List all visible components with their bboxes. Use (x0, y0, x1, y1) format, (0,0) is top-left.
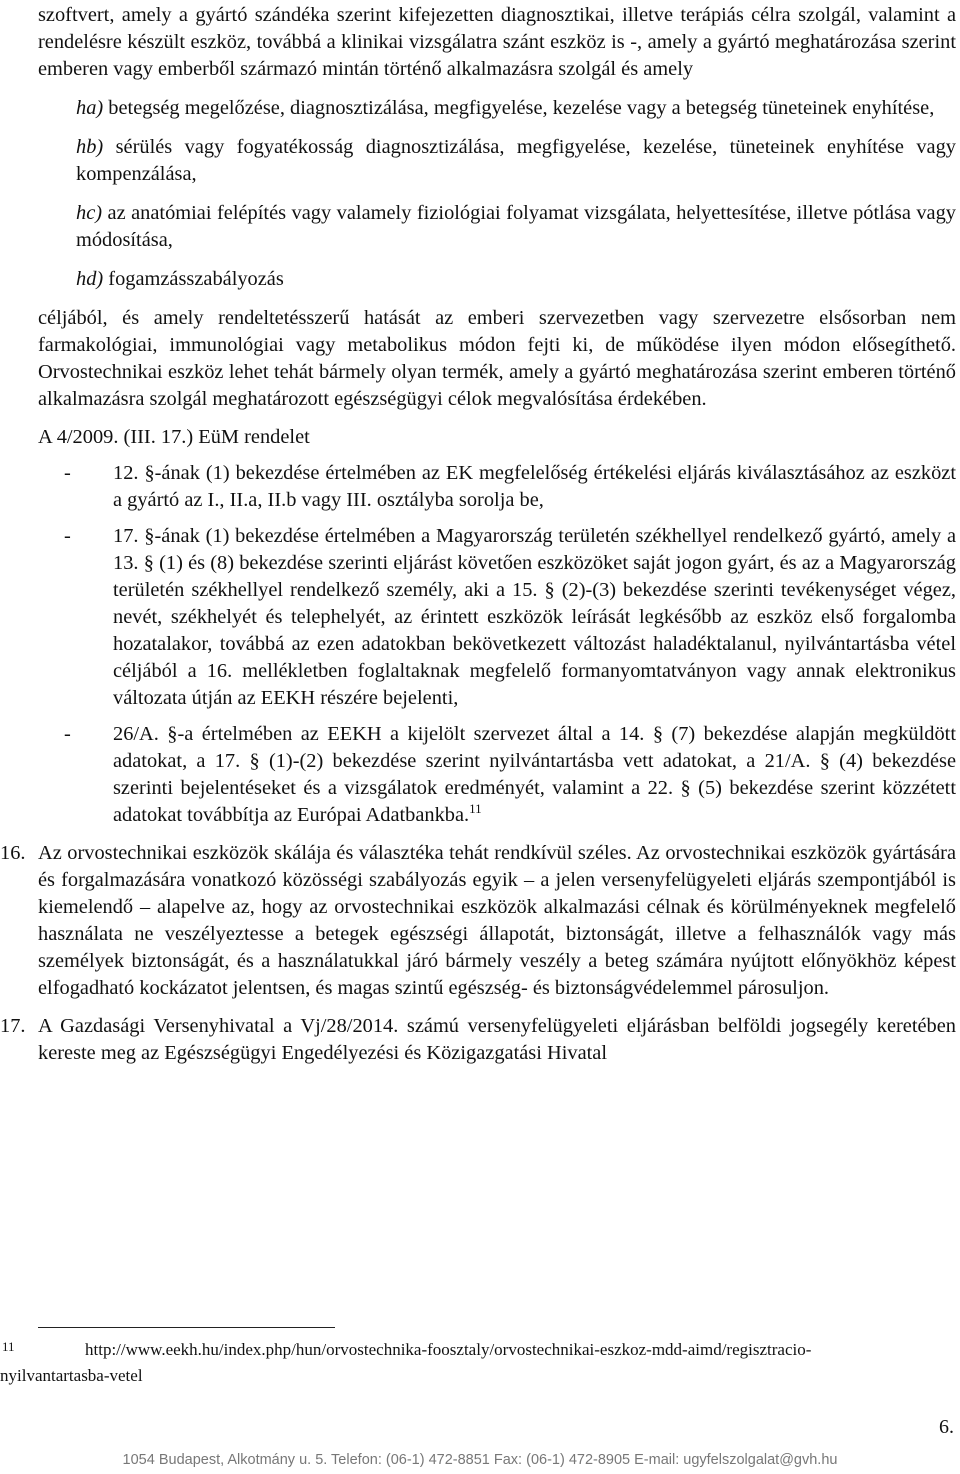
paragraph-purpose: céljából, és amely rendeltetésszerű hatását az emberi szervezetben vagy szervezetre elsősorban nem farmakológiai, immunológiai vagy metabolikus módon fejti ki, de működése ilyen módon elősegíthető. Orvostechnikai eszköz lehet tehát bármely olyan termék, amely a gyártó meghatározása szerint emberen történő alkalmazásra szolgál meghatározott egészségügyi célok megvalósítása érdekében. (38, 307, 956, 410)
numbered-item-16 (0, 840, 956, 1002)
regulation-reference: A 4/2009. (III. 17.) EüM rendelet (38, 426, 310, 448)
footnote-reference[interactable]: 11 (469, 801, 482, 817)
sub-item-hc (76, 200, 956, 254)
page-footer: 1054 Budapest, Alkotmány u. 5. Telefon: (06-1) 472-8851 Fax: (06-1) 472-8905 E-mail: ugyfelszolgalat@gvh.hu (122, 1452, 838, 1468)
item-number: 16. (0, 842, 26, 864)
dash-item-text: 17. §-ának (1) bekezdése értelmében a Magyarország területén székhellyel rendelkező gyártó, amely a 13. § (1) és (8) bekezdése szerinti eljárást követően eszközöket saját jogon gyárt, és az a Magyarország területén székhellyel rendelkező személy, aki a 15. § (2)-(3) bekezdése szerinti tevékenységet végez, nevét, székhelyét és telephelyét, az érintett eszközök leírását legkésőbb az eszköz első forgalomba hozatalakor, továbbá az ezen adatokban bekövetkezett változást haladéktalanul, nyilvántartásba vétel céljából a 16. mellékletben foglaltaknak megfelelő formanyomtatványon vagy annak elektronikus változata útján az EEKH részére bejelenti, (113, 525, 956, 709)
sub-item-marker: hc) (76, 202, 103, 224)
dash-item (38, 523, 956, 712)
footnote-mark: 11 (2, 1339, 15, 1354)
dash-item (38, 460, 956, 514)
footnote (0, 1337, 958, 1389)
sub-item-text: sérülés vagy fogyatékosság diagnosztizálása, megfigyelése, kezelése, tüneteinek enyhítése vagy kompenzálása, (76, 136, 956, 185)
dash-marker: - (64, 525, 71, 547)
item-number: 17. (0, 1015, 26, 1037)
sub-item-marker: hb) (76, 136, 104, 158)
numbered-item-text: A Gazdasági Versenyhivatal a Vj/28/2014. számú versenyfelügyeleti eljárásban belföldi jogsegély keretében kereste meg az Egészségügyi Engedélyezési és Közigazgatási Hivatal (38, 1015, 956, 1064)
footnote-url-line-1[interactable]: http://www.eekh.hu/index.php/hun/orvostechnika-foosztaly/orvostechnikai-eszkoz-mdd-aimd/regisztracio- (85, 1340, 812, 1359)
dash-item-text: 26/A. §-a értelmében az EEKH a kijelölt szervezet által a 14. § (7) bekezdése alapján megküldött adatokat, a 17. § (1)-(2) bekezdése szerint nyilvántartásba vett adatokat, a 21/A. § (4) bekezdése szerinti bejelentéseket és a vizsgálatok eredményét, valamint a 22. § (5) bekezdése szerint közzétett adatokat továbbítja az Európai Adatbankba. (113, 723, 956, 826)
sub-item-text: betegség megelőzése, diagnosztizálása, megfigyelése, kezelése vagy a betegség tüneteinek enyhítése, (103, 97, 935, 119)
dash-marker: - (64, 723, 71, 745)
dash-marker: - (64, 462, 71, 484)
paragraph-intro: szoftvert, amely a gyártó szándéka szerint kifejezetten diagnosztikai, illetve terápiás célra szolgál, valamint a rendelésre készült eszköz, továbbá a klinikai vizsgálatra szánt eszköz is -, amely a gyártó meghatározása szerint emberen vagy emberből származó mintán történő alkalmazásra szolgál és amely (38, 4, 956, 80)
sub-item-text: fogamzásszabályozás (103, 268, 284, 290)
dash-item-text: 12. §-ának (1) bekezdése értelmében az EK megfelelőség értékelési eljárás kiválasztásához az eszközt a gyártó az I., II.a, II.b vagy III. osztályba sorolja be, (113, 462, 956, 511)
sub-item-marker: hd) (76, 268, 104, 290)
sub-item-ha (76, 95, 956, 122)
dash-item (38, 721, 956, 829)
footnote-divider (38, 1327, 335, 1328)
numbered-item-17 (0, 1013, 956, 1067)
page-number: 6. (939, 1416, 954, 1438)
sub-item-marker: ha) (76, 97, 104, 119)
sub-item-text: az anatómiai felépítés vagy valamely fiziológiai folyamat vizsgálata, helyettesítése, illetve pótlása vagy módosítása, (76, 202, 956, 251)
sub-item-hb (76, 134, 956, 188)
sub-item-hd (76, 266, 956, 293)
footnote-url-line-2[interactable]: nyilvantartasba-vetel (0, 1366, 143, 1385)
numbered-item-text: Az orvostechnikai eszközök skálája és választéka tehát rendkívül széles. Az orvostechnikai eszközök gyártására és forgalmazására vonatkozó közösségi szabályozás egyik – a jelen versenyfelügyeleti eljárás szempontjából is kiemelendő – alapelve az, hogy az orvostechnikai eszközök alkalmazási célnak és körülményeknek megfelelő használata ne veszélyeztesse a betegek egészségi állapotát, biztonságát, illetve a felhasználók vagy más személyek biztonságát, és a használatukkal járó bármely veszély a beteg számára nyújtott előnyökhöz képest elfogadható kockázatot jelentsen, és magas szintű egészség- és biztonságvédelemmel párosuljon. (38, 842, 956, 999)
